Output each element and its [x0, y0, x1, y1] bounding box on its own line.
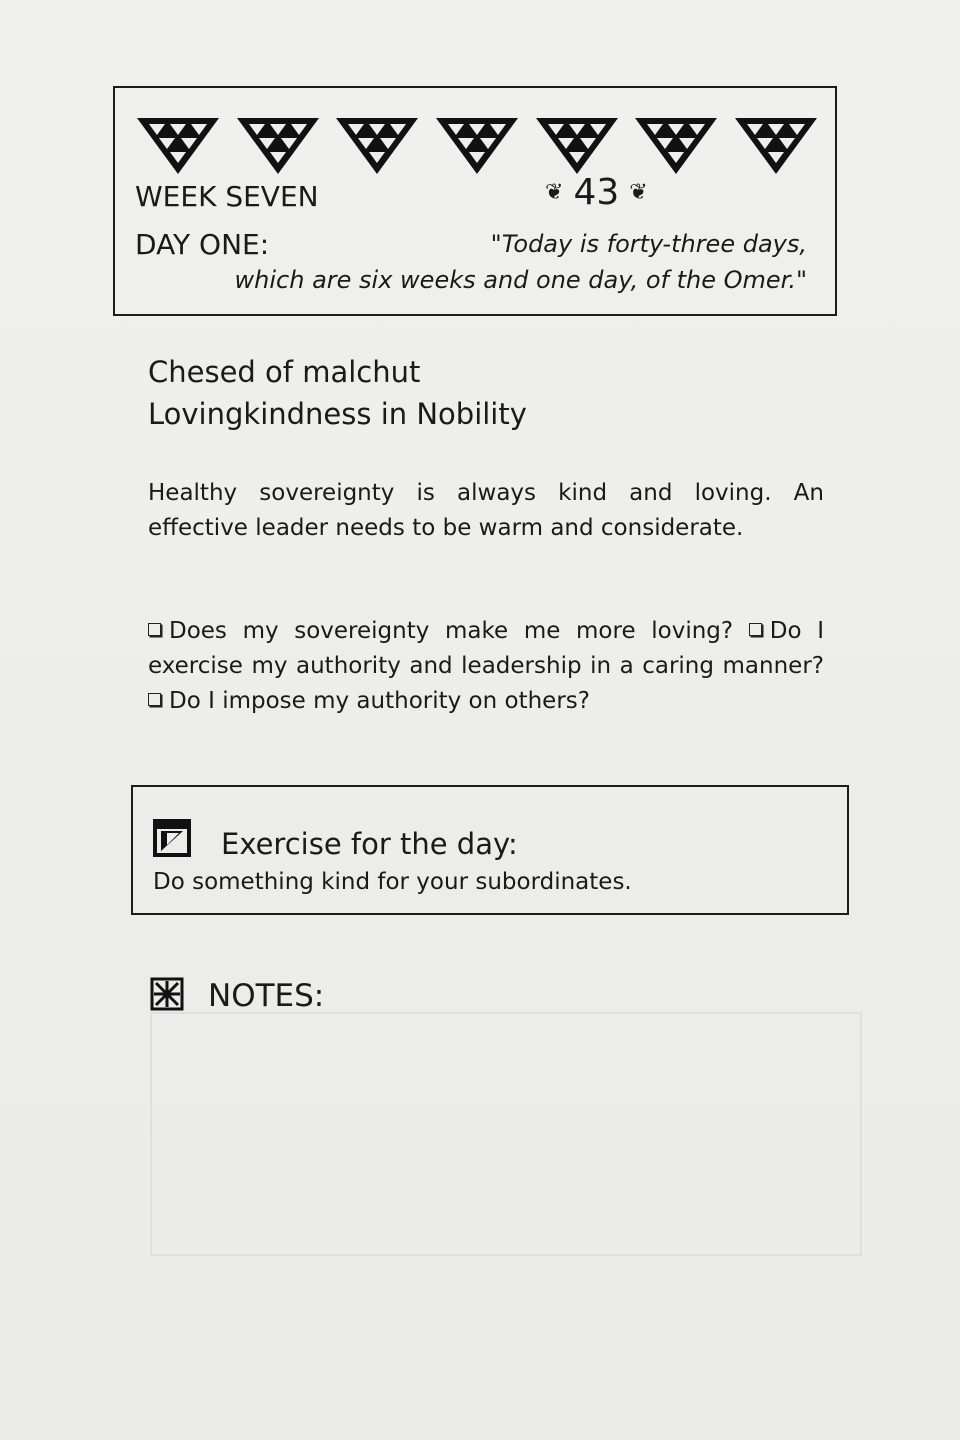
omer-count-line-1: "Today is forty-three days, — [490, 230, 807, 258]
checked-box-icon — [153, 819, 191, 857]
week-label: WEEK SEVEN — [135, 180, 319, 213]
flourish-right-icon: ❦ — [629, 180, 648, 205]
day-number-value: 43 — [573, 172, 620, 213]
checkbox-icon — [148, 693, 161, 706]
notes-label: NOTES: — [208, 978, 325, 1014]
omer-count-line-2: which are six weeks and one day, of the Omer." — [234, 266, 807, 294]
flourish-left-icon: ❦ — [545, 180, 564, 205]
triangle-ornament-icon — [635, 118, 717, 174]
triangle-ornament-icon — [336, 118, 418, 174]
bleed-through-box — [150, 1012, 862, 1256]
question-3: Do I impose my authority on others? — [169, 688, 590, 714]
day-label: DAY ONE: — [135, 228, 270, 261]
triangle-ornament-icon — [536, 118, 618, 174]
sefirah-subtitle: Lovingkindness in Nobility — [148, 397, 527, 431]
bleed-through-notes — [160, 1310, 168, 1345]
question-2: Do I exercise my authority and leadership in a caring manner? — [148, 618, 824, 679]
questions-paragraph — [148, 614, 824, 719]
day-number — [545, 172, 648, 213]
checkbox-icon — [749, 623, 762, 636]
checkbox-icon — [148, 623, 161, 636]
header-box — [113, 86, 837, 316]
intro-paragraph: Healthy sovereignty is always kind and loving. An effective leader needs to be warm and considerate. — [148, 480, 824, 541]
exercise-text: Do something kind for your subordinates. — [153, 869, 632, 895]
sefirah-title: Chesed of malchut — [148, 355, 421, 389]
triangle-ornament-icon — [735, 118, 817, 174]
exercise-box — [131, 785, 849, 915]
triangle-ornament-icon — [237, 118, 319, 174]
triangle-ornament-icon — [436, 118, 518, 174]
triangle-ornament-row — [137, 118, 817, 174]
triangle-ornament-icon — [137, 118, 219, 174]
exercise-title: Exercise for the day: — [221, 827, 518, 861]
question-1: Does my sovereignty make me more loving? — [169, 618, 734, 644]
notes-icon — [150, 977, 184, 1011]
